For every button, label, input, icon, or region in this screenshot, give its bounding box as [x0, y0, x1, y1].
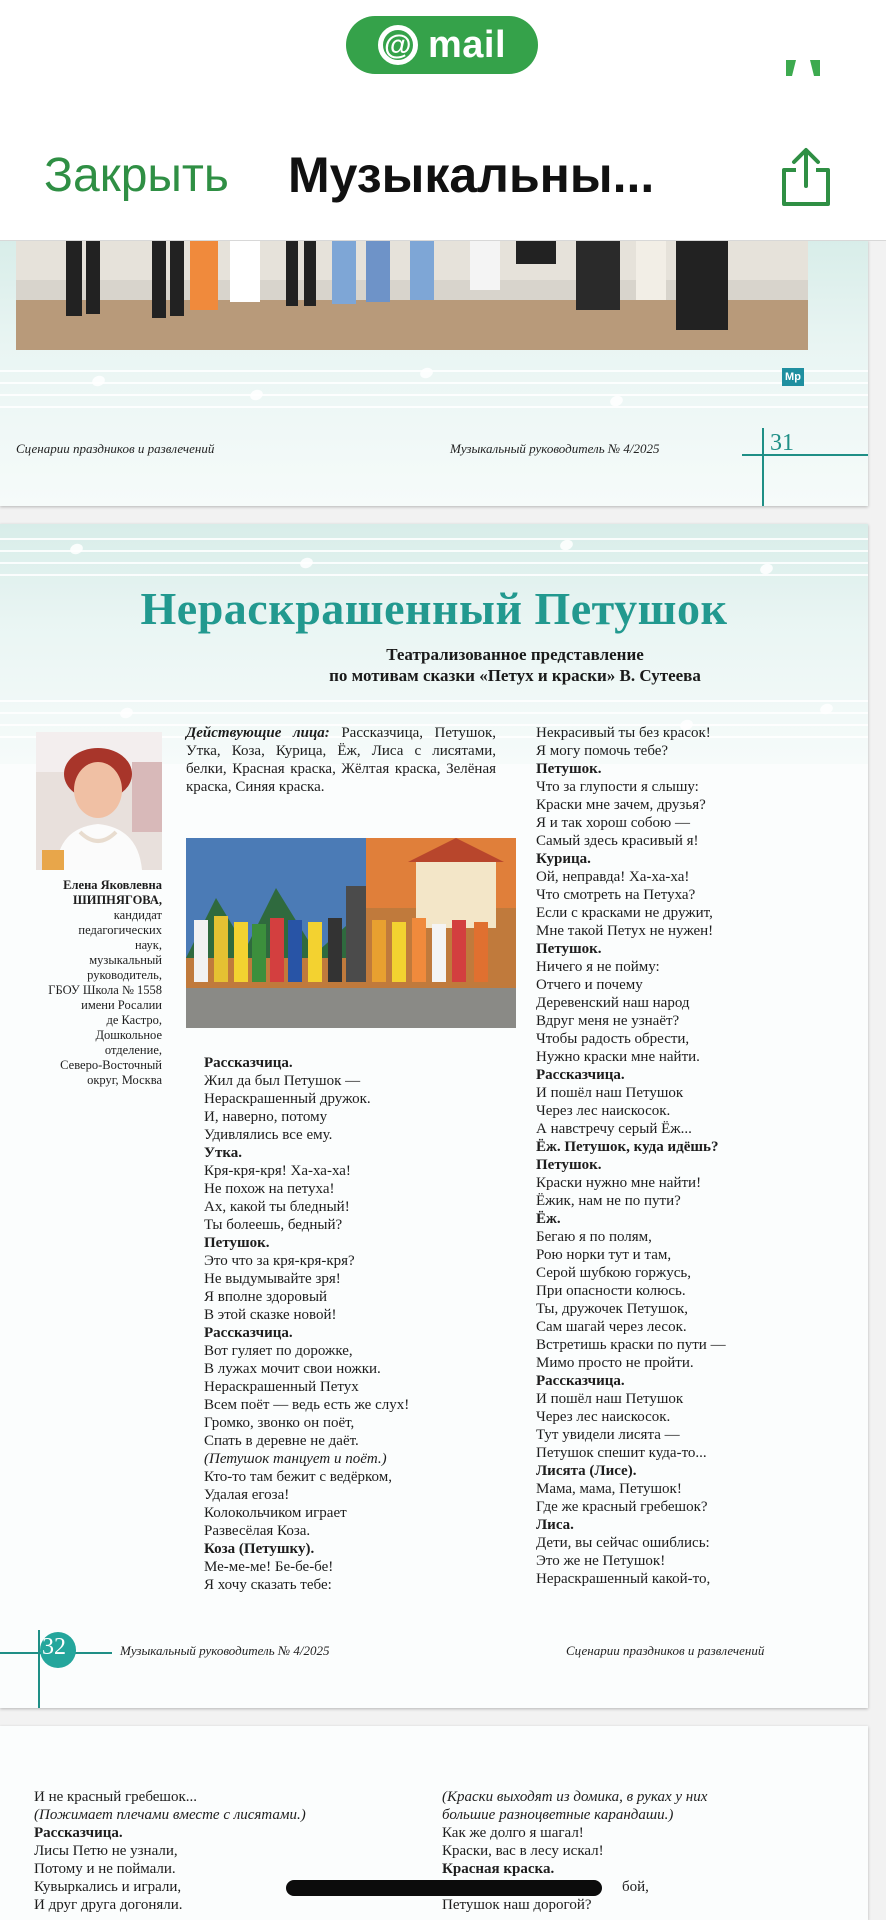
home-indicator-bar[interactable] [286, 1880, 602, 1896]
verse-line: И пошёл наш Петушок [536, 1391, 684, 1407]
verse-line: Мама, мама, Петушок! [536, 1481, 682, 1497]
verse-line: Жил да был Петушок — [204, 1073, 361, 1089]
bio-line: ГБОУ Школа № 1558 [48, 983, 162, 997]
stage-direction: (Пожимает плечами вместе с лисятами.) [34, 1807, 306, 1823]
verse-line: Дети, вы сейчас ошиблись: [536, 1535, 710, 1551]
verse-line: И не красный гребешок... [34, 1789, 197, 1805]
stage-direction: большие разноцветные карандаши.) [442, 1807, 674, 1823]
performance-photo [186, 838, 516, 1028]
verse-line: Я хочу сказать тебе: [204, 1577, 332, 1593]
verse-line: Как же долго я шагал! [442, 1825, 584, 1841]
speaker-label: Петушок. [536, 761, 602, 777]
verse-line: И пошёл наш Петушок [536, 1085, 684, 1101]
group-photo [16, 240, 808, 350]
verse-line: Бегаю я по полям, [536, 1229, 652, 1245]
verse-line: Нераскрашенный дружок. [204, 1091, 371, 1107]
verse-line: бой, [622, 1879, 649, 1895]
verse-line: Вдруг меня не узнаёт? [536, 1013, 680, 1029]
footer-rule-v [38, 1630, 40, 1708]
verse-line: Развесёлая Коза. [204, 1523, 311, 1539]
page-number-rule [762, 428, 764, 506]
document-title: Музыкальны... [288, 147, 655, 203]
share-icon[interactable] [778, 146, 834, 210]
verse-line: Ты, дружочек Петушок, [536, 1301, 689, 1317]
verse-line: Что за глупости я слышу: [536, 779, 699, 795]
verse-line: И друг друга догоняли. [34, 1897, 183, 1913]
verse-line: Ой, неправда! Ха-ха-ха! [536, 869, 690, 885]
speaker-label: Петушок. [536, 1157, 602, 1173]
verse-line: Что смотреть на Петуха? [536, 887, 696, 903]
verse-line: Чтобы радость обрести, [536, 1031, 690, 1047]
close-button[interactable]: Закрыть [44, 149, 229, 202]
verse-line: А навстречу серый Ёж... [536, 1121, 692, 1137]
verse-line: Мимо просто не пройти. [536, 1355, 694, 1371]
speaker-label: Рассказчица. [536, 1067, 625, 1083]
footer-right: Сценарии праздников и развлечений [566, 1643, 765, 1658]
speaker-label: Ёж. Петушок, куда идёшь? [536, 1139, 719, 1155]
speaker-label: Лисята (Лисе). [536, 1463, 637, 1479]
subtitle-line-2: по мотивам сказки «Петух и краски» В. Сутеева [329, 666, 701, 685]
verse-line: Если с красками не дружит, [536, 905, 713, 921]
verse-line: Громко, звонко он поёт, [204, 1415, 355, 1431]
verse-line: Краски, вас в лесу искал! [442, 1843, 604, 1859]
text-column-right [536, 724, 726, 1588]
speaker-label: Коза (Петушку). [204, 1541, 315, 1557]
verse-line: Где же красный гребешок? [536, 1499, 708, 1515]
verse-line: Не выдумывайте зря! [204, 1271, 341, 1287]
author-name-1: Елена Яковлевна [63, 878, 162, 892]
author-bio [10, 878, 162, 1088]
speaker-label: Петушок. [204, 1235, 270, 1251]
verse-line: Нераскрашенный Петух [204, 1379, 359, 1395]
bio-line: округ, Москва [87, 1073, 162, 1087]
verse-line: Отчего и почему [536, 977, 643, 993]
speaker-label: Петушок. [536, 941, 602, 957]
verse-line: Петушок спешит куда-то... [536, 1445, 707, 1461]
verse-line: Я могу помочь тебе? [536, 743, 669, 759]
verse-line: Кто-то там бежит с ведёрком, [204, 1469, 392, 1485]
verse-line: Ах, какой ты бледный! [204, 1199, 350, 1215]
text-column-left [34, 1788, 306, 1914]
verse-line: Спать в деревне не даёт. [204, 1433, 359, 1449]
mail-logo-button[interactable] [346, 16, 538, 74]
verse-line: И, наверно, потому [204, 1109, 328, 1125]
verse-line: Мне такой Петух не нужен! [536, 923, 714, 939]
verse-line: Ме-ме-ме! Бе-бе-бе! [204, 1559, 334, 1575]
verse-line: Колокольчиком играет [204, 1505, 347, 1521]
bio-line: кандидат [113, 908, 162, 922]
speaker-label: Рассказчица. [204, 1055, 293, 1071]
verse-line: Некрасивый ты без красок! [536, 725, 711, 741]
verse-line: Удивлялись все ему. [204, 1127, 333, 1143]
verse-line: Вот гуляет по дорожке, [204, 1343, 353, 1359]
verse-line: Ничего я не пойму: [536, 959, 660, 975]
verse-line: В этой сказке новой! [204, 1307, 337, 1323]
verse-line: Рою норки тут и там, [536, 1247, 672, 1263]
verse-line: Краски нужно мне найти! [536, 1175, 702, 1191]
verse-line: Самый здесь красивый я! [536, 833, 699, 849]
author-name-2: ШИПНЯГОВА, [73, 893, 162, 907]
verse-line: Деревенский наш народ [536, 995, 690, 1011]
verse-line: Серой шубкою горжусь, [536, 1265, 691, 1281]
verse-line: Всем поёт — ведь есть же слух! [204, 1397, 410, 1413]
stage-direction: (Краски выходят из домика, в руках у них [442, 1789, 708, 1805]
verse-line: Краски мне зачем, друзья? [536, 797, 706, 813]
verse-line: Сам шагай через лесок. [536, 1319, 687, 1335]
mr-badge: Мр [782, 368, 804, 386]
running-head-right: Музыкальный руководитель № 4/2025 [450, 441, 660, 456]
verse-line: Через лес наискосок. [536, 1409, 671, 1425]
bio-line: педагогических [78, 923, 162, 937]
verse-line: Петушок наш дорогой? [442, 1897, 592, 1913]
verse-line: В лужах мочит свои ножки. [204, 1361, 381, 1377]
author-portrait [36, 732, 162, 870]
cast-text: Рассказчица, Петушок, Утка, Коза, Курица, Ёж, Лиса с лисятами, белки, Красная краска, Жёлтая краска, Зелёная краска, Синяя краска. [186, 725, 496, 795]
page-number-line [742, 454, 868, 456]
verse-line: Через лес наискосок. [536, 1103, 671, 1119]
footer-left: Музыкальный руководитель № 4/2025 [120, 1643, 330, 1658]
bio-line: руководитель, [87, 968, 162, 982]
verse-line: Встретишь краски по пути — [536, 1337, 726, 1353]
viewer-toolbar [0, 0, 886, 241]
verse-line: Кувыркались и играли, [34, 1879, 182, 1895]
verse-line: Удалая егоза! [204, 1487, 290, 1503]
speaker-label: Красная краска. [442, 1861, 555, 1877]
page-number: 31 [770, 430, 794, 456]
page-32 [0, 524, 868, 1708]
stage-direction: (Петушок танцует и поёт.) [204, 1451, 387, 1467]
verse-line: Это что за кря-кря-кря? [204, 1253, 355, 1269]
fullscreen-icon[interactable] [782, 56, 824, 80]
speaker-label: Рассказчица. [204, 1325, 293, 1341]
speaker-label: Ёж. [536, 1211, 561, 1227]
verse-line: Нужно краски мне найти. [536, 1049, 700, 1065]
verse-line: Нераскрашенный какой-то, [536, 1571, 711, 1587]
bio-line: имени Росалии [81, 998, 162, 1012]
verse-line: Потому и не поймали. [34, 1861, 176, 1877]
verse-line: Это же не Петушок! [536, 1553, 666, 1569]
running-head-left: Сценарии праздников и развлечений [16, 441, 215, 456]
page-31 [0, 240, 868, 506]
verse-line: Не похож на петуха! [204, 1181, 335, 1197]
verse-line: Лисы Петю не узнали, [34, 1843, 178, 1859]
verse-line: Я и так хорош собою — [536, 815, 690, 831]
verse-line: Кря-кря-кря! Ха-ха-ха! [204, 1163, 351, 1179]
article-subtitle [250, 644, 780, 686]
bio-line: де Кастро, [106, 1013, 162, 1027]
cast-list [186, 724, 496, 796]
bio-line: отделение, [104, 1043, 162, 1057]
speaker-label: Рассказчица. [536, 1373, 625, 1389]
article-title: Нераскрашенный Петушок [140, 583, 728, 634]
verse-line: Ёжик, нам не по пути? [536, 1193, 681, 1209]
cast-label: Действующие лица: [186, 725, 330, 741]
mail-label: mail [427, 23, 507, 66]
speaker-label: Курица. [536, 851, 591, 867]
speaker-label: Рассказчица. [34, 1825, 123, 1841]
speaker-label: Лиса. [536, 1517, 574, 1533]
verse-line: Ты болеешь, бедный? [204, 1217, 343, 1233]
footer-page-number: 32 [42, 1634, 66, 1660]
verse-line: При опасности колюсь. [536, 1283, 686, 1299]
verse-line: Тут увидели лисята — [536, 1427, 680, 1443]
bio-line: Дошкольное [95, 1028, 162, 1042]
text-column-middle [204, 1054, 409, 1594]
mail-at-sign: @ [378, 25, 418, 65]
subtitle-line-1: Театрализованное представление [386, 645, 644, 664]
bio-line: Северо-Восточный [60, 1058, 162, 1072]
bio-line: музыкальный [89, 953, 162, 967]
speaker-label: Утка. [204, 1145, 243, 1161]
bio-line: наук, [134, 938, 162, 952]
verse-line: Я вполне здоровый [204, 1289, 328, 1305]
